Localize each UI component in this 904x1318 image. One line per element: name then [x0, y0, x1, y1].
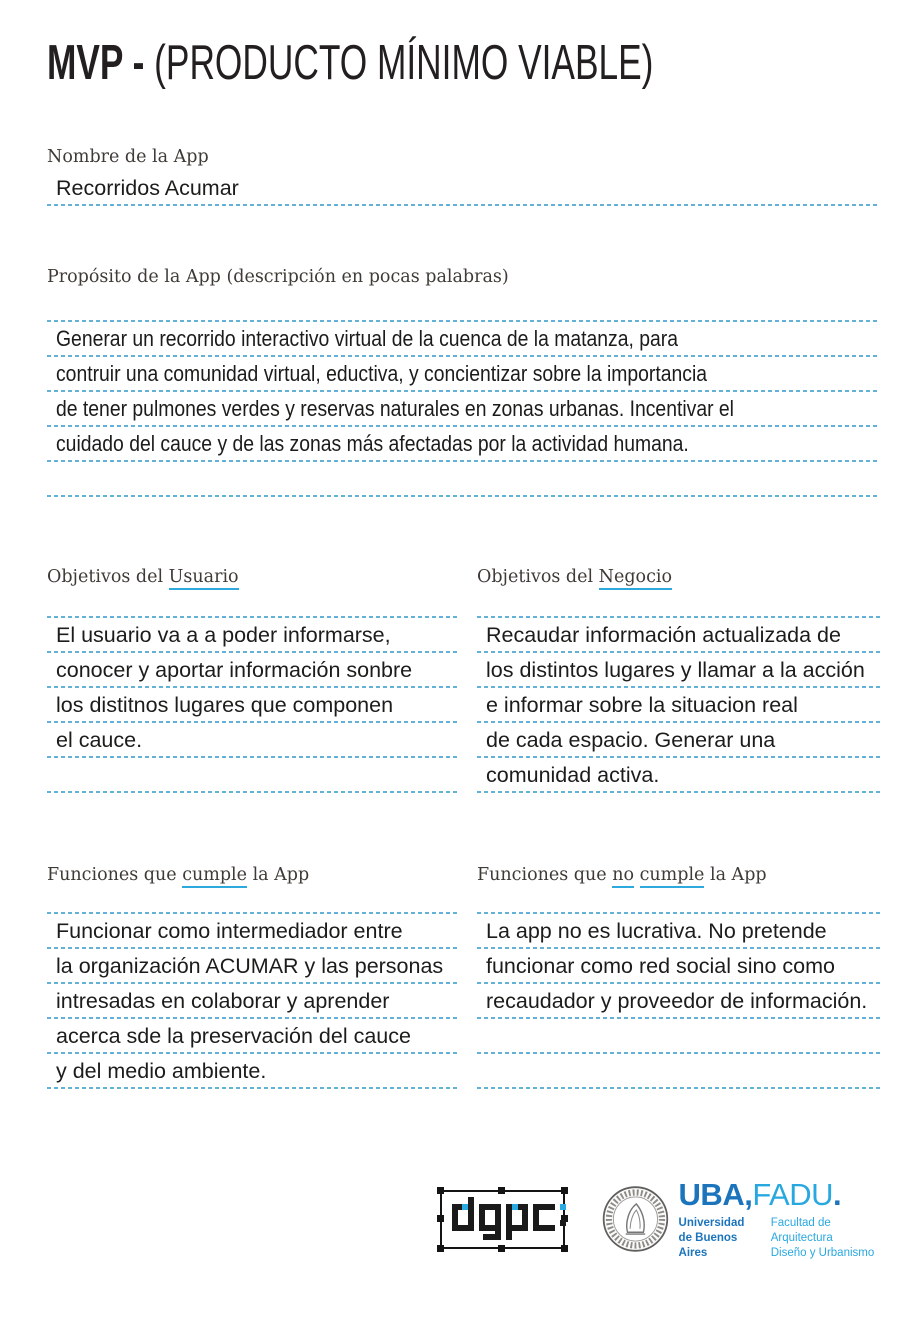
- uba-sub-line: Diseño y Urbanismo: [770, 1247, 875, 1260]
- field-line[interactable]: [47, 357, 880, 392]
- label-text: Funciones que: [47, 865, 183, 886]
- uba-sub-universidad: [679, 1216, 758, 1261]
- field-line[interactable]: [477, 653, 880, 688]
- title-regular: (PRODUCTO MÍNIMO VIABLE): [154, 36, 654, 90]
- label-text: Funciones que: [477, 865, 613, 886]
- fadu-text: FADU: [752, 1177, 834, 1213]
- fadu-dot: .: [833, 1177, 842, 1213]
- field-line[interactable]: [477, 949, 880, 984]
- objetivos-usuario-line: El usuario va a a poder informarse,: [56, 622, 391, 647]
- objetivos-section: [47, 497, 880, 793]
- dgpc-letters-icon: [444, 1193, 576, 1246]
- funciones-cumple-line: y del medio ambiente.: [56, 1058, 267, 1083]
- proposito-line: Generar un recorrido interactivo virtual de la cuenca de la matanza, para: [56, 326, 679, 352]
- uba-wordmark: [678, 1177, 880, 1213]
- label-underlined: Negocio: [599, 567, 672, 590]
- proposito-field[interactable]: [47, 320, 880, 497]
- selection-handle[interactable]: [437, 1187, 444, 1194]
- selection-handle[interactable]: [437, 1215, 444, 1222]
- field-line[interactable]: [47, 462, 880, 497]
- label-underlined: cumple: [182, 865, 247, 888]
- objetivos-negocio-line: Recaudar información actualizada de: [486, 622, 841, 647]
- funciones-no-cumple-field[interactable]: [477, 912, 880, 1089]
- label-text: la App: [704, 865, 767, 886]
- funciones-cumple-line: Funcionar como intermediador entre: [56, 918, 403, 943]
- selection-handle[interactable]: [437, 1245, 444, 1252]
- proposito-line: de tener pulmones verdes y reservas naturales en zonas urbanas. Incentivar el: [56, 396, 734, 422]
- field-line[interactable]: [47, 1019, 460, 1054]
- nombre-value: Recorridos Acumar: [56, 175, 239, 200]
- label-underlined: no: [612, 865, 634, 888]
- label-underlined: Usuario: [169, 567, 239, 590]
- field-line[interactable]: [477, 758, 880, 793]
- field-line[interactable]: [477, 1054, 880, 1089]
- field-line[interactable]: [477, 723, 880, 758]
- field-line[interactable]: [47, 427, 880, 462]
- objetivos-usuario-line: el cauce.: [56, 727, 143, 752]
- funciones-cumple-line: intresadas en colaborar y aprender: [56, 988, 390, 1013]
- uba-wordmark-block: [679, 1177, 880, 1261]
- field-line[interactable]: [47, 758, 460, 793]
- field-line[interactable]: [47, 914, 460, 949]
- uba-fadu-logo: [601, 1177, 880, 1261]
- label-text: Objetivos del: [47, 567, 169, 588]
- field-line[interactable]: [47, 688, 460, 723]
- funciones-cumple-field[interactable]: [47, 912, 460, 1089]
- funciones-cumple-line: la organización ACUMAR y las personas: [56, 953, 444, 978]
- dgpc-logo[interactable]: [440, 1190, 565, 1249]
- field-line[interactable]: [477, 1019, 880, 1054]
- funciones-cumple-line: acerca sde la preservación del cauce: [56, 1023, 411, 1048]
- selection-handle[interactable]: [561, 1245, 568, 1252]
- label-underlined: cumple: [640, 865, 705, 888]
- objetivos-usuario-line: conocer y aportar información sonbre: [56, 657, 413, 682]
- field-line[interactable]: [47, 1054, 460, 1089]
- footer-logos: [440, 1177, 880, 1261]
- proposito-line: contruir una comunidad virtual, eductiva, y concientizar sobre la importancia: [56, 361, 708, 387]
- uba-subtitles: [679, 1216, 880, 1261]
- selection-handle[interactable]: [498, 1245, 505, 1252]
- funciones-no-cumple-label: [477, 865, 880, 886]
- funciones-section: [47, 793, 880, 1089]
- field-line[interactable]: [477, 914, 880, 949]
- objetivos-negocio-line: los distintos lugares y llamar a la acción: [486, 657, 865, 682]
- field-line[interactable]: [477, 618, 880, 653]
- objetivos-negocio-line: e informar sobre la situacion real: [486, 692, 798, 717]
- uba-sub-line: Facultad de Arquitectura: [770, 1217, 833, 1245]
- funciones-no-cumple-line: recaudador y proveedor de información.: [486, 988, 868, 1013]
- uba-seal-icon: [601, 1180, 670, 1258]
- field-line[interactable]: [47, 723, 460, 758]
- label-text: la App: [247, 865, 310, 886]
- funciones-no-cumple-line: La app no es lucrativa. No pretende: [486, 918, 827, 943]
- label-text: Objetivos del: [477, 567, 599, 588]
- field-line[interactable]: [47, 984, 460, 1019]
- field-line[interactable]: [47, 392, 880, 427]
- field-line[interactable]: [47, 653, 460, 688]
- objetivos-usuario-field[interactable]: [47, 616, 460, 793]
- objetivos-usuario-label: [47, 567, 460, 588]
- label-text: [634, 865, 640, 885]
- field-line[interactable]: [47, 949, 460, 984]
- proposito-line: cuidado del cauce y de las zonas más afectadas por la actividad humana.: [56, 431, 689, 457]
- funciones-no-cumple-line: funcionar como red social sino como: [486, 953, 835, 978]
- field-line[interactable]: [47, 618, 460, 653]
- nombre-label: Nombre de la App: [47, 147, 209, 168]
- objetivos-negocio-line: de cada espacio. Generar una: [486, 727, 776, 752]
- page-title: [47, 36, 654, 90]
- proposito-label: Propósito de la App (descripción en pocas palabras): [47, 267, 509, 288]
- uba-sub-line: de Buenos Aires: [678, 1232, 738, 1260]
- objetivos-negocio-line: comunidad activa.: [486, 762, 660, 787]
- objetivos-negocio-label: [477, 567, 880, 588]
- funciones-cumple-label: [47, 865, 460, 886]
- mvp-worksheet: [0, 38, 904, 1261]
- field-line[interactable]: [477, 688, 880, 723]
- field-line[interactable]: [47, 322, 880, 357]
- uba-text: UBA,: [678, 1177, 753, 1213]
- field-line[interactable]: [477, 984, 880, 1019]
- title-bold: MVP -: [47, 36, 145, 90]
- objetivos-negocio-field[interactable]: [477, 616, 880, 793]
- objetivos-usuario-line: los distitnos lugares que componen: [56, 692, 394, 717]
- nombre-value-field[interactable]: [47, 171, 880, 206]
- uba-sub-facultad: [771, 1216, 880, 1261]
- uba-sub-line: Universidad: [678, 1217, 745, 1230]
